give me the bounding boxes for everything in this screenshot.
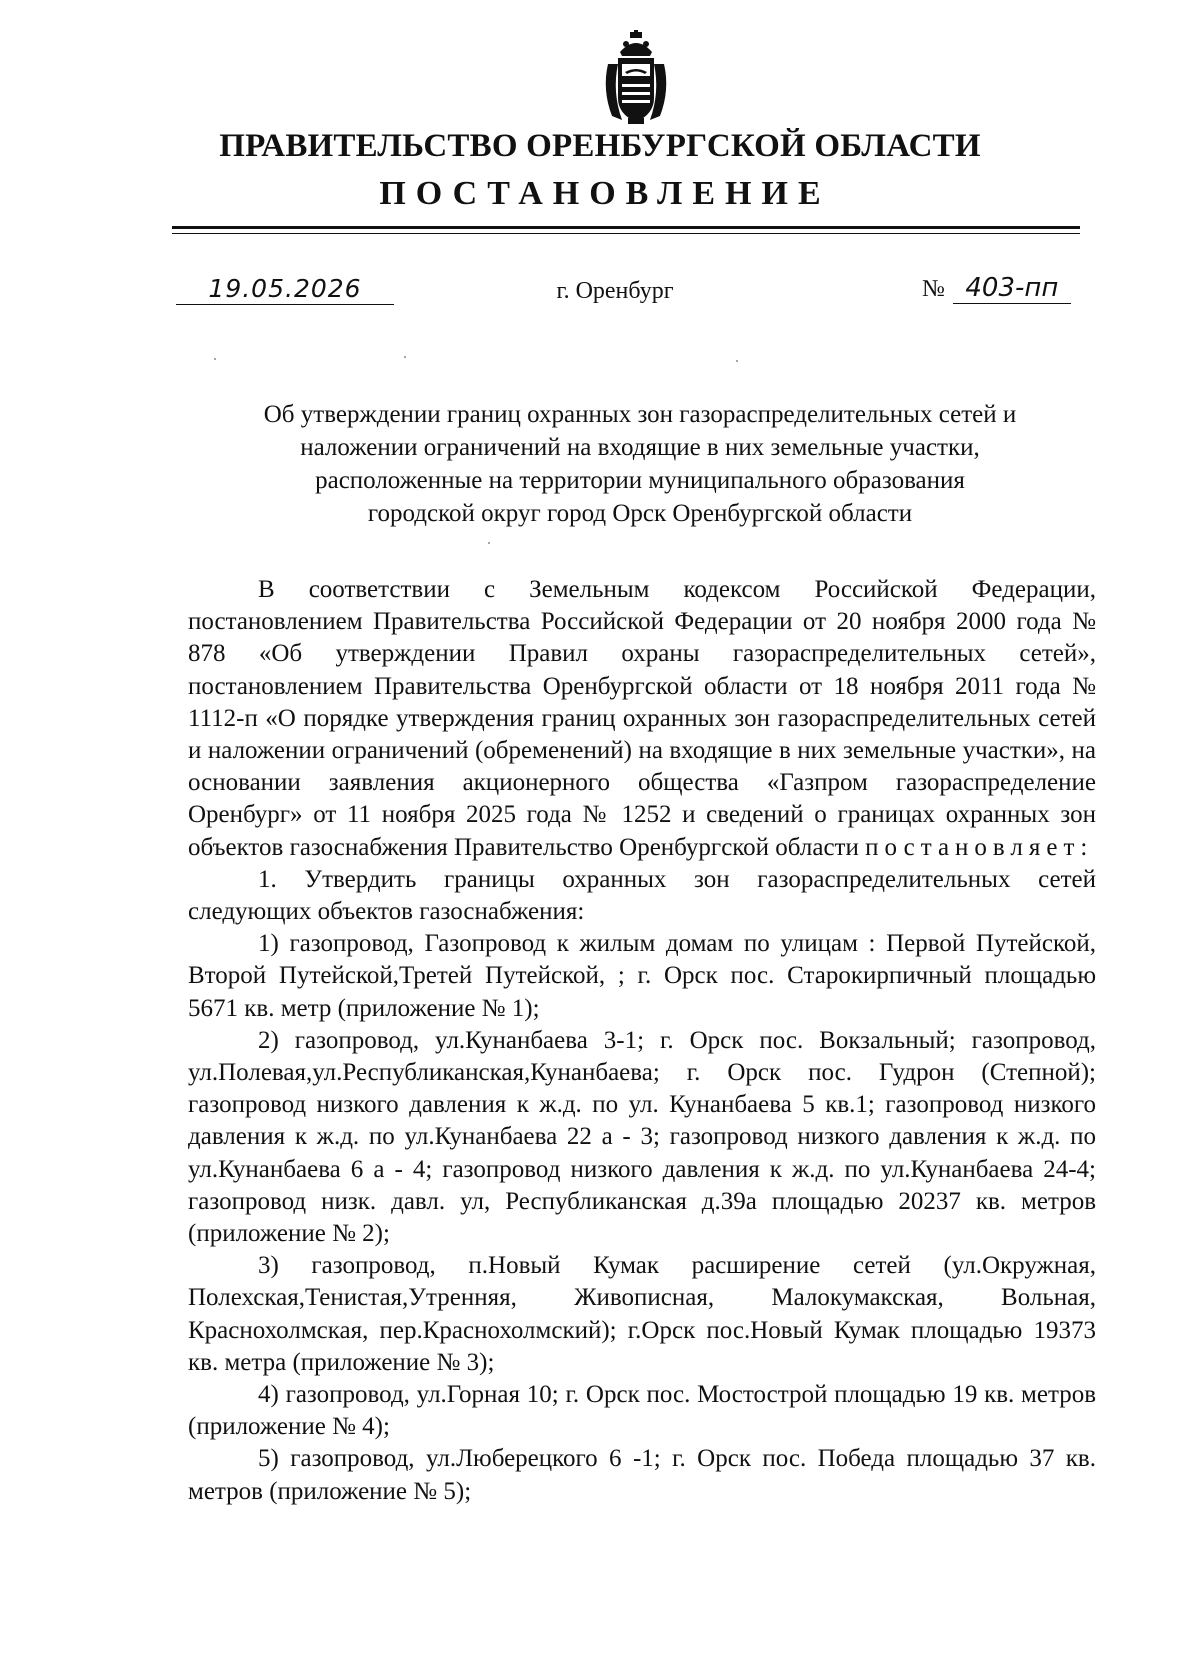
document-city: г. Оренбург	[556, 278, 674, 304]
document-date: 19.05.2026	[176, 274, 394, 305]
title-line: Об утверждении границ охранных зон газораспределительных сетей и	[263, 401, 1017, 428]
scan-speck	[404, 356, 406, 358]
header-rule-thick	[172, 226, 1080, 229]
number-sign: №	[922, 276, 945, 302]
scan-speck	[488, 542, 490, 544]
item-1-paragraph: 1. Утвердить границы охранных зон газораспределительных сетей следующих объектов газоснабжения:	[188, 865, 1096, 926]
coat-of-arms-icon	[600, 30, 672, 126]
scan-speck	[214, 358, 216, 360]
subitem-2-paragraph: 2) газопровод, ул.Кунанбаева 3-1; г. Орск пос. Вокзальный; газопровод, ул.Полевая,ул.Республиканская,Кунанбаева; г. Орск пос. Гудрон (Степной); газопровод низкого давления к ж.д. по ул. Кунанбаева 5 кв.1; газопровод низкого давления к ж.д. по ул.Кунанбаева 22 а - 3; газопровод низкого давления к ж.д. по ул.Кунанбаева 6 а - 4; газопровод низкого давления к ж.д. по ул.Кунанбаева 24-4; газопровод низк. давл. ул, Республиканская д.39а площадью 20237 кв. метров (приложение № 2);	[188, 1026, 1096, 1248]
scan-speck	[736, 360, 738, 362]
subitem-3-paragraph: 3) газопровод, п.Новый Кумак расширение сетей (ул.Окружная, Полехская,Тенистая,Утренняя, Живописная, Малокумакская, Вольная, Краснохолмская, пер.Краснохолмский); г.Орск пос.Новый Кумак площадью 19373 кв. метра (приложение № 3);	[188, 1252, 1096, 1376]
document-body	[188, 574, 1096, 1508]
document-number-block	[922, 272, 1071, 304]
document-title	[200, 398, 1080, 530]
document-number: 403-пп	[953, 273, 1071, 304]
preamble-text: В соответствии с Земельным кодексом Российской Федерации, постановлением Правительства Российской Федерации от 20 ноября 2000 года № 878 «Об утверждении Правил охраны газораспределительных сетей», постановлением Правительства Оренбургской области от 18 ноября 2011 года № 1112-п «О порядке утверждения границ охранных зон газораспределительных сетей и наложении ограничений (обременений) на входящие в них земельные участки», на основании заявления акционерного общества «Газпром газораспределение Оренбург» от 11 ноября 2025 года № 1252 и сведений о границах охранных зон объектов газоснабжения Правительство Оренбургской области	[188, 576, 1096, 861]
title-line: наложении ограничений на входящие в них земельные участки,	[300, 434, 980, 461]
preamble-paragraph	[188, 574, 1096, 864]
header-rule-thin	[172, 233, 1080, 234]
organization-name: ПРАВИТЕЛЬСТВО ОРЕНБУРГСКОЙ ОБЛАСТИ	[219, 128, 981, 164]
resolves-word: постановляет:	[865, 833, 1094, 861]
document-type: ПОСТАНОВЛЕНИЕ	[379, 175, 831, 212]
subitem-5-paragraph: 5) газопровод, ул.Люберецкого 6 -1; г. Орск пос. Победа площадью 37 кв. метров (приложение № 5);	[188, 1445, 1096, 1505]
subitem-4-paragraph: 4) газопровод, ул.Горная 10; г. Орск пос. Мостострой площадью 19 кв. метров (приложение № 4);	[188, 1381, 1096, 1441]
subitem-1-paragraph: 1) газопровод, Газопровод к жилым домам по улицам : Первой Путейской, Второй Путейской,Третей Путейской, ; г. Орск пос. Старокирпичный площадью 5671 кв. метр (приложение № 1);	[188, 930, 1096, 1022]
title-line: расположенные на территории муниципального образования	[315, 467, 965, 494]
title-line: городской округ город Орск Оренбургской области	[367, 500, 913, 527]
